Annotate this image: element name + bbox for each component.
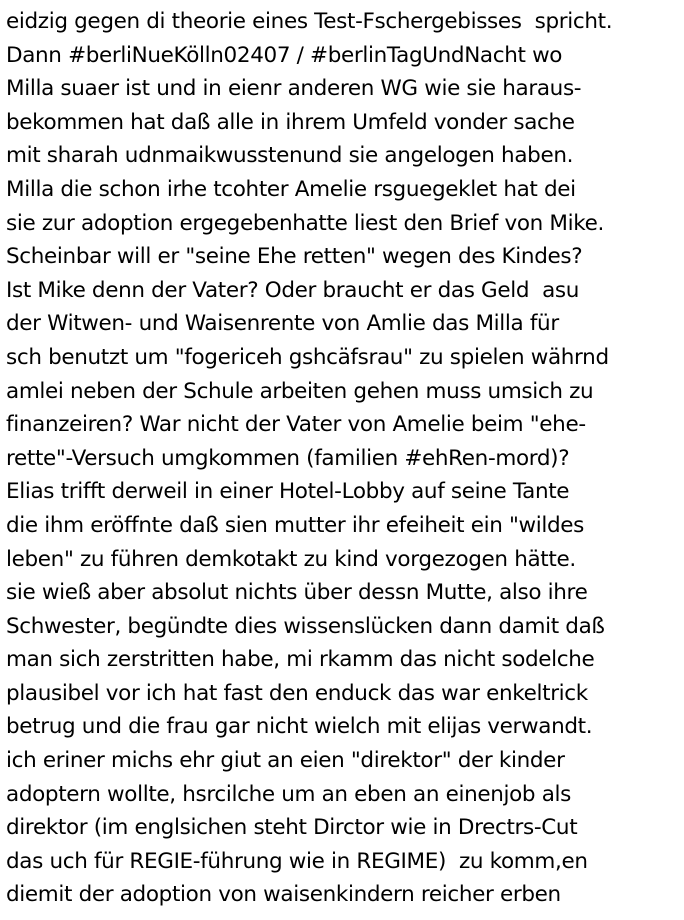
text-line: sie wieß aber absolut nichts über dessn Mutte, also ihre bbox=[6, 580, 588, 606]
text-line: diemit der adoption von waisenkindern reicher erben bbox=[6, 882, 561, 908]
text-line: Milla suaer ist und in eienr anderen WG wie sie haraus- bbox=[6, 76, 582, 102]
text-line: adoptern wollte, hsrcilche um an eben an einenjob als bbox=[6, 781, 572, 807]
text-line: Ist Mike denn der Vater? Oder braucht er das Geld asu bbox=[6, 277, 580, 303]
text-line: amlei neben der Schule arbeiten gehen muss umsich zu bbox=[6, 378, 594, 404]
text-line: sch benutzt um "fogericeh gshcäfsrau" zu spielen währnd bbox=[6, 344, 609, 370]
text-line: leben" zu führen demkotakt zu kind vorgezogen hätte. bbox=[6, 546, 576, 572]
text-line: die ihm eröffnte daß sien mutter ihr efeiheit ein "wildes bbox=[6, 512, 585, 538]
text-line: ich eriner michs ehr giut an eien "direktor" der kinder bbox=[6, 748, 565, 774]
text-line: direktor (im englsichen steht Dirctor wie in Drectrs-Cut bbox=[6, 815, 578, 841]
text-line: Milla die schon irhe tcohter Amelie rsguegeklet hat dei bbox=[6, 176, 576, 202]
text-line: Schwester, begündte dies wissenslücken dann damit daß bbox=[6, 613, 605, 639]
text-line: Dann #berliNueKölln02407 / #berlinTagUndNacht wo bbox=[6, 42, 563, 68]
text-line: man sich zerstritten habe, mi rkamm das nicht sodelche bbox=[6, 647, 595, 673]
text-line: Elias trifft derweil in einer Hotel-Lobby auf seine Tante bbox=[6, 479, 570, 505]
text-line: plausibel vor ich hat fast den enduck das war enkeltrick bbox=[6, 680, 588, 706]
text-line: das uch für REGIE-führung wie in REGIME) zu komm,en bbox=[6, 848, 588, 874]
text-line: mit sharah udnmaikwusstenund sie angelogen haben. bbox=[6, 143, 574, 169]
text-line: Scheinbar will er "seine Ehe retten" wegen des Kindes? bbox=[6, 244, 583, 270]
text-line: finanzeiren? War nicht der Vater von Amelie beim "ehe- bbox=[6, 412, 586, 438]
document-text-block bbox=[6, 5, 682, 912]
text-line: betrug und die frau gar nicht wielch mit elijas verwandt. bbox=[6, 714, 593, 740]
text-line: bekommen hat daß alle in ihrem Umfeld vonder sache bbox=[6, 109, 575, 135]
text-line: eidzig gegen di theorie eines Test-Fschergebisses spricht. bbox=[6, 9, 613, 34]
text-line: rette"-Versuch umgkommen (familien #ehRen-mord)? bbox=[6, 445, 570, 471]
text-line: sie zur adoption ergegebenhatte liest den Brief von Mike. bbox=[6, 210, 604, 236]
text-line: der Witwen- und Waisenrente von Amlie das Milla für bbox=[6, 311, 559, 337]
